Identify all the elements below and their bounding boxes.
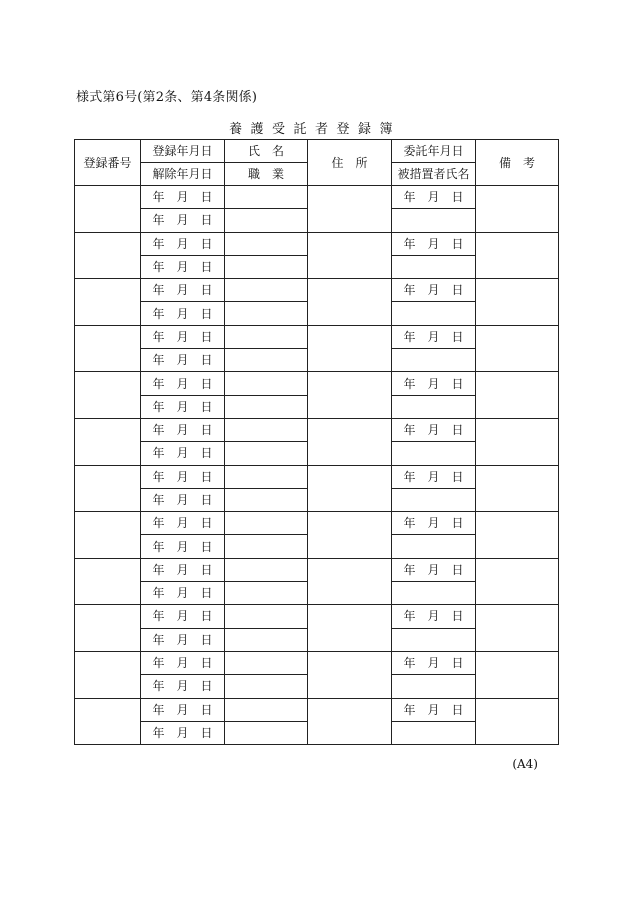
protected-person-name-cell[interactable] — [392, 349, 476, 372]
date-month-label: 月 — [427, 329, 440, 344]
header-registration-number: 登録番号 — [75, 140, 141, 186]
table-header — [75, 140, 559, 186]
date-month-label: 月 — [427, 516, 440, 531]
date-year-label: 年 — [403, 376, 416, 391]
table-body — [75, 186, 559, 745]
date-day-label: 日 — [451, 609, 464, 624]
name-cell[interactable] — [225, 465, 308, 488]
address-cell[interactable] — [308, 418, 392, 465]
date-day-label: 日 — [451, 283, 464, 298]
registration-date-cell[interactable] — [141, 605, 225, 628]
name-cell[interactable] — [225, 651, 308, 674]
header-occupation: 職 業 — [225, 163, 308, 186]
date-year-label: 年 — [403, 423, 416, 438]
date-month-label: 月 — [176, 423, 189, 438]
occupation-cell[interactable] — [225, 209, 308, 232]
date-day-label: 日 — [200, 609, 213, 624]
protected-person-name-cell[interactable] — [392, 395, 476, 418]
registration-number-cell[interactable] — [75, 465, 141, 512]
name-cell[interactable] — [225, 372, 308, 395]
date-year-label: 年 — [152, 679, 165, 694]
date-day-label: 日 — [200, 353, 213, 368]
name-cell[interactable] — [225, 279, 308, 302]
name-cell[interactable] — [225, 325, 308, 348]
name-cell[interactable] — [225, 605, 308, 628]
cancellation-date-cell[interactable] — [141, 442, 225, 465]
date-day-label: 日 — [451, 702, 464, 717]
date-day-label: 日 — [200, 260, 213, 275]
table-row — [75, 465, 559, 488]
date-day-label: 日 — [200, 679, 213, 694]
table-row — [75, 232, 559, 255]
protected-person-name-cell[interactable] — [392, 488, 476, 511]
address-cell[interactable] — [308, 279, 392, 326]
date-year-label: 年 — [152, 609, 165, 624]
cancellation-date-cell[interactable] — [141, 255, 225, 278]
date-month-label: 月 — [176, 586, 189, 601]
header-protected-person-name: 被措置者氏名 — [392, 163, 476, 186]
table-row — [75, 698, 559, 721]
remarks-cell[interactable] — [476, 651, 559, 698]
registration-date-cell[interactable] — [141, 698, 225, 721]
date-day-label: 日 — [451, 469, 464, 484]
cancellation-date-cell[interactable] — [141, 628, 225, 651]
address-cell[interactable] — [308, 651, 392, 698]
date-year-label: 年 — [403, 190, 416, 205]
date-year-label: 年 — [152, 469, 165, 484]
date-year-label: 年 — [152, 376, 165, 391]
date-day-label: 日 — [200, 306, 213, 321]
date-day-label: 日 — [200, 656, 213, 671]
protected-person-name-cell[interactable] — [392, 255, 476, 278]
date-day-label: 日 — [200, 469, 213, 484]
date-month-label: 月 — [176, 632, 189, 647]
remarks-cell[interactable] — [476, 186, 559, 233]
address-cell[interactable] — [308, 372, 392, 419]
registration-number-cell[interactable] — [75, 232, 141, 279]
date-month-label: 月 — [176, 539, 189, 554]
registration-date-cell[interactable] — [141, 279, 225, 302]
date-month-label: 月 — [176, 306, 189, 321]
date-day-label: 日 — [451, 190, 464, 205]
date-month-label: 月 — [176, 656, 189, 671]
date-day-label: 日 — [200, 493, 213, 507]
address-cell[interactable] — [308, 605, 392, 652]
header-address: 住 所 — [308, 140, 392, 186]
date-month-label: 月 — [176, 353, 189, 368]
date-year-label: 年 — [403, 469, 416, 484]
date-day-label: 日 — [200, 562, 213, 577]
date-day-label: 日 — [200, 236, 213, 251]
date-year-label: 年 — [152, 586, 165, 601]
remarks-cell[interactable] — [476, 465, 559, 512]
date-year-label: 年 — [152, 446, 165, 461]
header-cancellation-date: 解除年月日 — [141, 163, 225, 186]
date-year-label: 年 — [403, 283, 416, 298]
registration-table — [74, 139, 559, 745]
table-row — [75, 558, 559, 581]
date-month-label: 月 — [427, 236, 440, 251]
cancellation-date-cell[interactable] — [141, 488, 225, 511]
registration-number-cell[interactable] — [75, 605, 141, 652]
header-registration-date: 登録年月日 — [141, 140, 225, 163]
entrustment-date-cell[interactable] — [392, 232, 476, 255]
entrustment-date-cell[interactable] — [392, 558, 476, 581]
date-year-label: 年 — [403, 329, 416, 344]
occupation-cell[interactable] — [225, 675, 308, 698]
address-cell[interactable] — [308, 698, 392, 745]
date-month-label: 月 — [427, 609, 440, 624]
date-year-label: 年 — [152, 399, 165, 414]
name-cell[interactable] — [225, 418, 308, 441]
date-day-label: 日 — [200, 725, 213, 740]
occupation-cell[interactable] — [225, 395, 308, 418]
date-day-label: 日 — [200, 213, 213, 228]
address-cell[interactable] — [308, 232, 392, 279]
cancellation-date-cell[interactable] — [141, 582, 225, 605]
form-number-label: 様式第6号(第2条、第4条関係) — [76, 90, 258, 105]
date-month-label: 月 — [176, 399, 189, 414]
address-cell[interactable] — [308, 512, 392, 559]
date-month-label: 月 — [427, 562, 440, 577]
occupation-cell[interactable] — [225, 582, 308, 605]
header-remarks: 備 考 — [476, 140, 559, 186]
date-year-label: 年 — [403, 562, 416, 577]
date-month-label: 月 — [176, 260, 189, 275]
date-day-label: 日 — [451, 236, 464, 251]
cancellation-date-cell[interactable] — [141, 395, 225, 418]
date-day-label: 日 — [200, 283, 213, 298]
address-cell[interactable] — [308, 325, 392, 372]
table-row — [75, 186, 559, 209]
address-cell[interactable] — [308, 465, 392, 512]
date-day-label: 日 — [451, 516, 464, 531]
date-year-label: 年 — [152, 562, 165, 577]
entrustment-date-cell[interactable] — [392, 372, 476, 395]
entrustment-date-cell[interactable] — [392, 698, 476, 721]
date-day-label: 日 — [200, 516, 213, 531]
registration-number-cell[interactable] — [75, 418, 141, 465]
remarks-cell[interactable] — [476, 279, 559, 326]
date-month-label: 月 — [176, 679, 189, 694]
occupation-cell[interactable] — [225, 628, 308, 651]
occupation-cell[interactable] — [225, 442, 308, 465]
date-day-label: 日 — [451, 423, 464, 438]
date-month-label: 月 — [176, 213, 189, 228]
date-year-label: 年 — [403, 702, 416, 717]
protected-person-name-cell[interactable] — [392, 628, 476, 651]
occupation-cell[interactable] — [225, 721, 308, 744]
date-month-label: 月 — [176, 609, 189, 624]
entrustment-date-cell[interactable] — [392, 605, 476, 628]
date-year-label: 年 — [152, 539, 165, 554]
registration-number-cell[interactable] — [75, 512, 141, 559]
table-row — [75, 372, 559, 395]
date-month-label: 月 — [427, 702, 440, 717]
registration-date-cell[interactable] — [141, 418, 225, 441]
date-day-label: 日 — [200, 539, 213, 554]
date-year-label: 年 — [152, 236, 165, 251]
registration-date-cell[interactable] — [141, 465, 225, 488]
name-cell[interactable] — [225, 232, 308, 255]
cancellation-date-cell[interactable] — [141, 535, 225, 558]
address-cell[interactable] — [308, 186, 392, 233]
date-day-label: 日 — [200, 190, 213, 205]
registration-date-cell[interactable] — [141, 512, 225, 535]
date-month-label: 月 — [427, 656, 440, 671]
date-day-label: 日 — [200, 702, 213, 717]
table-row — [75, 605, 559, 628]
registration-date-cell[interactable] — [141, 651, 225, 674]
remarks-cell[interactable] — [476, 372, 559, 419]
date-month-label: 月 — [427, 423, 440, 438]
date-day-label: 日 — [451, 656, 464, 671]
date-month-label: 月 — [176, 725, 189, 740]
protected-person-name-cell[interactable] — [392, 535, 476, 558]
date-year-label: 年 — [403, 236, 416, 251]
date-day-label: 日 — [200, 632, 213, 647]
date-month-label: 月 — [176, 493, 189, 507]
date-month-label: 月 — [427, 283, 440, 298]
remarks-cell[interactable] — [476, 232, 559, 279]
table-row — [75, 418, 559, 441]
table-row — [75, 325, 559, 348]
date-month-label: 月 — [176, 283, 189, 298]
name-cell[interactable] — [225, 698, 308, 721]
registration-number-cell[interactable] — [75, 325, 141, 372]
date-year-label: 年 — [152, 725, 165, 740]
entrustment-date-cell[interactable] — [392, 465, 476, 488]
occupation-cell[interactable] — [225, 488, 308, 511]
entrustment-date-cell[interactable] — [392, 651, 476, 674]
date-day-label: 日 — [200, 329, 213, 344]
remarks-cell[interactable] — [476, 418, 559, 465]
remarks-cell[interactable] — [476, 605, 559, 652]
protected-person-name-cell[interactable] — [392, 302, 476, 325]
date-year-label: 年 — [152, 260, 165, 275]
registration-number-cell[interactable] — [75, 279, 141, 326]
date-year-label: 年 — [152, 493, 165, 507]
date-year-label: 年 — [152, 329, 165, 344]
entrustment-date-cell[interactable] — [392, 418, 476, 441]
registration-number-cell[interactable] — [75, 372, 141, 419]
protected-person-name-cell[interactable] — [392, 442, 476, 465]
cancellation-date-cell[interactable] — [141, 721, 225, 744]
occupation-cell[interactable] — [225, 302, 308, 325]
date-year-label: 年 — [152, 190, 165, 205]
registration-date-cell[interactable] — [141, 372, 225, 395]
date-day-label: 日 — [451, 376, 464, 391]
date-day-label: 日 — [200, 446, 213, 461]
remarks-cell[interactable] — [476, 325, 559, 372]
address-cell[interactable] — [308, 558, 392, 605]
entrustment-date-cell[interactable] — [392, 279, 476, 302]
remarks-cell[interactable] — [476, 558, 559, 605]
date-month-label: 月 — [176, 702, 189, 717]
entrustment-date-cell[interactable] — [392, 325, 476, 348]
date-year-label: 年 — [403, 609, 416, 624]
registration-number-cell[interactable] — [75, 186, 141, 233]
protected-person-name-cell[interactable] — [392, 675, 476, 698]
date-year-label: 年 — [152, 306, 165, 321]
date-month-label: 月 — [427, 190, 440, 205]
date-year-label: 年 — [152, 702, 165, 717]
date-year-label: 年 — [152, 353, 165, 368]
registration-number-cell[interactable] — [75, 558, 141, 605]
date-year-label: 年 — [152, 656, 165, 671]
header-entrustment-date: 委託年月日 — [392, 140, 476, 163]
table-row — [75, 279, 559, 302]
protected-person-name-cell[interactable] — [392, 209, 476, 232]
date-day-label: 日 — [451, 562, 464, 577]
remarks-cell[interactable] — [476, 512, 559, 559]
remarks-cell[interactable] — [476, 698, 559, 745]
date-year-label: 年 — [403, 516, 416, 531]
date-day-label: 日 — [200, 376, 213, 391]
cancellation-date-cell[interactable] — [141, 349, 225, 372]
header-name: 氏 名 — [225, 140, 308, 163]
date-day-label: 日 — [451, 329, 464, 344]
occupation-cell[interactable] — [225, 535, 308, 558]
table-row — [75, 651, 559, 674]
date-month-label: 月 — [176, 190, 189, 205]
entrustment-date-cell[interactable] — [392, 512, 476, 535]
cancellation-date-cell[interactable] — [141, 675, 225, 698]
registration-number-cell[interactable] — [75, 698, 141, 745]
occupation-cell[interactable] — [225, 255, 308, 278]
date-month-label: 月 — [176, 329, 189, 344]
date-month-label: 月 — [176, 376, 189, 391]
name-cell[interactable] — [225, 186, 308, 209]
date-day-label: 日 — [200, 399, 213, 414]
date-year-label: 年 — [152, 213, 165, 228]
date-year-label: 年 — [152, 632, 165, 647]
date-year-label: 年 — [152, 516, 165, 531]
table-row — [75, 512, 559, 535]
date-year-label: 年 — [152, 423, 165, 438]
date-month-label: 月 — [176, 562, 189, 577]
protected-person-name-cell[interactable] — [392, 721, 476, 744]
date-month-label: 月 — [176, 236, 189, 251]
registration-date-cell[interactable] — [141, 558, 225, 581]
document-title: 養護受託者登録簿 — [228, 122, 401, 137]
name-cell[interactable] — [225, 558, 308, 581]
occupation-cell[interactable] — [225, 349, 308, 372]
date-month-label: 月 — [427, 376, 440, 391]
date-month-label: 月 — [176, 446, 189, 461]
name-cell[interactable] — [225, 512, 308, 535]
date-month-label: 月 — [427, 469, 440, 484]
date-day-label: 日 — [200, 586, 213, 601]
registration-date-cell[interactable] — [141, 232, 225, 255]
entrustment-date-cell[interactable] — [392, 186, 476, 209]
date-month-label: 月 — [176, 469, 189, 484]
registration-date-cell[interactable] — [141, 325, 225, 348]
registration-date-cell[interactable] — [141, 186, 225, 209]
date-day-label: 日 — [200, 423, 213, 438]
paper-size-label: (A4) — [512, 757, 538, 771]
cancellation-date-cell[interactable] — [141, 302, 225, 325]
date-year-label: 年 — [152, 283, 165, 298]
date-month-label: 月 — [176, 516, 189, 531]
protected-person-name-cell[interactable] — [392, 582, 476, 605]
date-year-label: 年 — [403, 656, 416, 671]
cancellation-date-cell[interactable] — [141, 209, 225, 232]
registration-number-cell[interactable] — [75, 651, 141, 698]
